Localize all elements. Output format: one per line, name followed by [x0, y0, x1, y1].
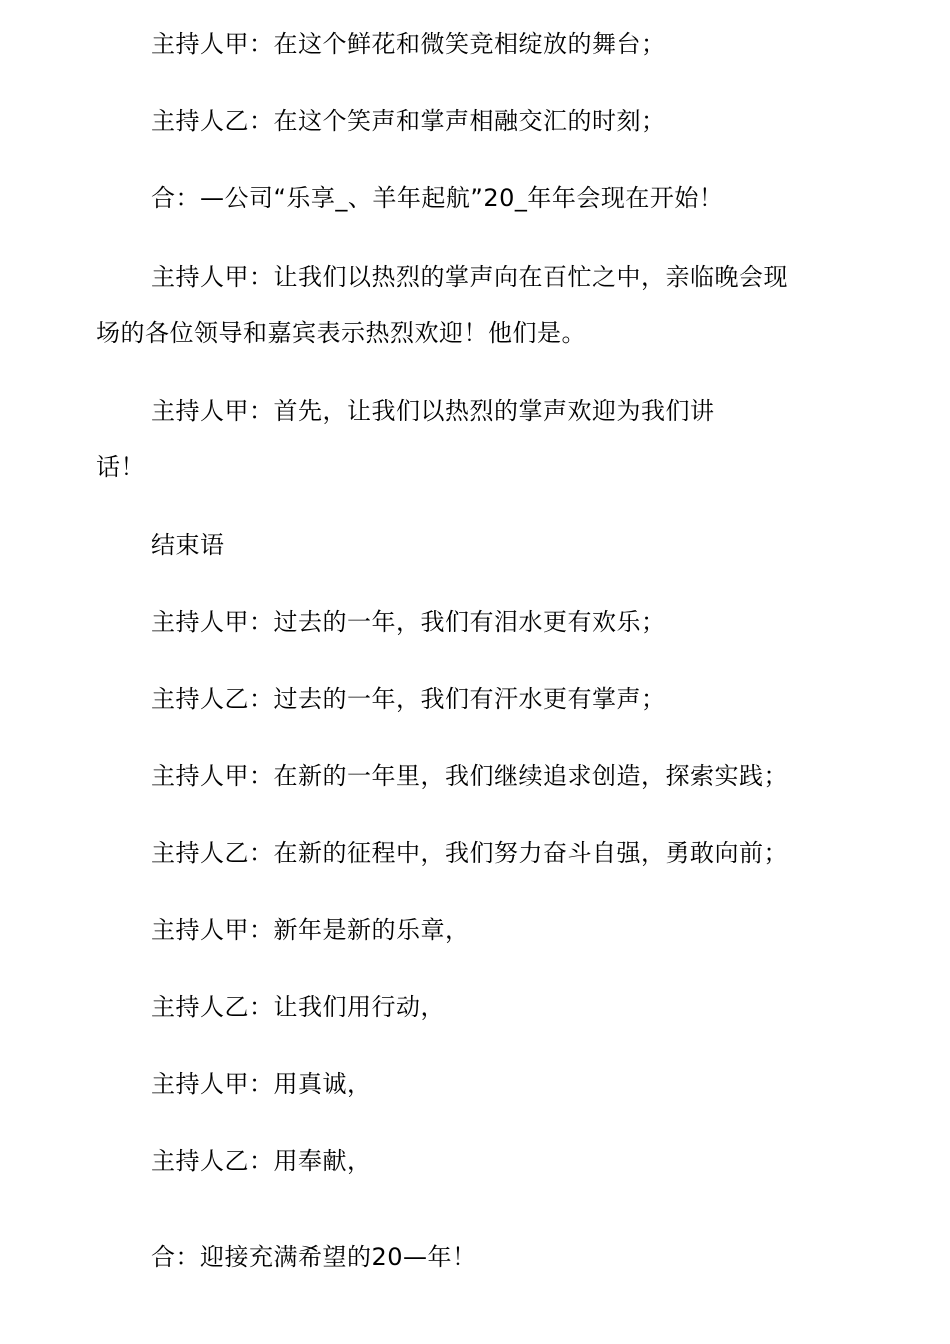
script-line-host-b-action: 主持人乙：让我们用行动，	[151, 993, 445, 1021]
script-line-host-a-sincerity: 主持人甲：用真诚，	[151, 1070, 372, 1098]
script-line-host-b-new-journey: 主持人乙：在新的征程中，我们努力奋斗自强，勇敢向前；	[151, 839, 788, 867]
script-line-host-a-speech-intro-continued: 话！	[96, 453, 145, 481]
script-line-together-closing: 合：迎接充满希望的20—年！	[151, 1243, 477, 1271]
script-line-host-b-moment: 主持人乙：在这个笑声和掌声相融交汇的时刻；	[151, 107, 666, 135]
script-line-host-b-dedication: 主持人乙：用奉献，	[151, 1147, 372, 1175]
script-line-host-a-past-year: 主持人甲：过去的一年，我们有泪水更有欢乐；	[151, 608, 666, 636]
script-line-host-a-welcome-continued: 场的各位领导和嘉宾表示热烈欢迎！他们是。	[96, 319, 586, 347]
script-line-together-opening: 合：—公司“乐享_、羊年起航”20_年年会现在开始！	[151, 184, 724, 212]
section-heading-closing: 结束语	[151, 531, 225, 559]
script-line-host-a-welcome: 主持人甲：让我们以热烈的掌声向在百忙之中，亲临晚会现	[151, 263, 788, 291]
script-line-host-a-new-chapter: 主持人甲：新年是新的乐章，	[151, 916, 470, 944]
script-line-host-b-past-year: 主持人乙：过去的一年，我们有汗水更有掌声；	[151, 685, 666, 713]
script-line-host-a-new-year: 主持人甲：在新的一年里，我们继续追求创造，探索实践；	[151, 762, 788, 790]
script-line-host-a-speech-intro: 主持人甲：首先，让我们以热烈的掌声欢迎为我们讲	[151, 397, 715, 425]
script-line-host-a-stage: 主持人甲：在这个鲜花和微笑竞相绽放的舞台；	[151, 30, 666, 58]
